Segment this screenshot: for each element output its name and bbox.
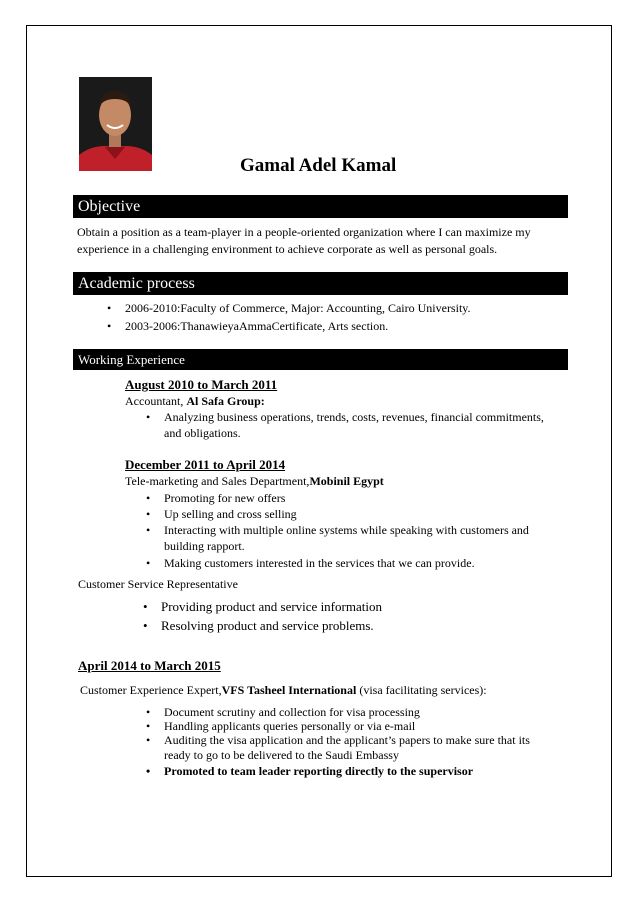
- job-duty: • Document scrutiny and collection for visa processing: [164, 704, 420, 720]
- job-duty: • Making customers interested in the services that we can provide.: [164, 555, 475, 571]
- job-duty: • Interacting with multiple online systems while speaking with customers and building rapport.: [164, 522, 534, 554]
- job-date: August 2010 to March 2011: [125, 377, 278, 392]
- section-header-work: Working Experience: [73, 349, 568, 370]
- job-duty: • Resolving product and service problems.: [161, 618, 374, 634]
- job-title: Customer Experience Expert,VFS Tasheel International (visa facilitating services):: [80, 683, 487, 697]
- sub-role: Customer Service Representative: [78, 577, 238, 591]
- job-duty: • Promoting for new offers: [164, 490, 285, 506]
- objective-text: Obtain a position as a team-player in a people-oriented organization where I can maximize my experience in a challenging environment to achieve corporate as well as personal goals.: [77, 225, 531, 256]
- academic-item: • 2006-2010:Faculty of Commerce, Major: Accounting, Cairo University.: [125, 300, 471, 316]
- section-header-objective: Objective: [73, 195, 568, 218]
- job-title: Accountant, Al Safa Group:: [125, 394, 265, 408]
- job-date: April 2014 to March 2015: [78, 658, 221, 673]
- job-duty: • Providing product and service information: [161, 599, 382, 615]
- job-duty: • Promoted to team leader reporting directly to the supervisor: [164, 763, 473, 779]
- section-header-academic: Academic process: [73, 272, 568, 295]
- profile-photo: [79, 77, 152, 171]
- academic-item: • 2003-2006:ThanawieyaAmmaCertificate, Arts section.: [125, 318, 388, 334]
- applicant-name: Gamal Adel Kamal: [240, 155, 397, 176]
- job-duty: • Auditing the visa application and the applicant’s papers to make sure that its ready to go to be delivered to the Saudi Embassy: [164, 733, 559, 763]
- job-duty: • Handling applicants queries personally or via e-mail: [164, 718, 415, 734]
- job-duty: • Analyzing business operations, trends, costs, revenues, financial commitments, and obligations.: [164, 409, 562, 441]
- job-duty: • Up selling and cross selling: [164, 506, 297, 522]
- job-title: Tele-marketing and Sales Department,Mobinil Egypt: [125, 474, 384, 488]
- job-date: December 2011 to April 2014: [125, 457, 286, 472]
